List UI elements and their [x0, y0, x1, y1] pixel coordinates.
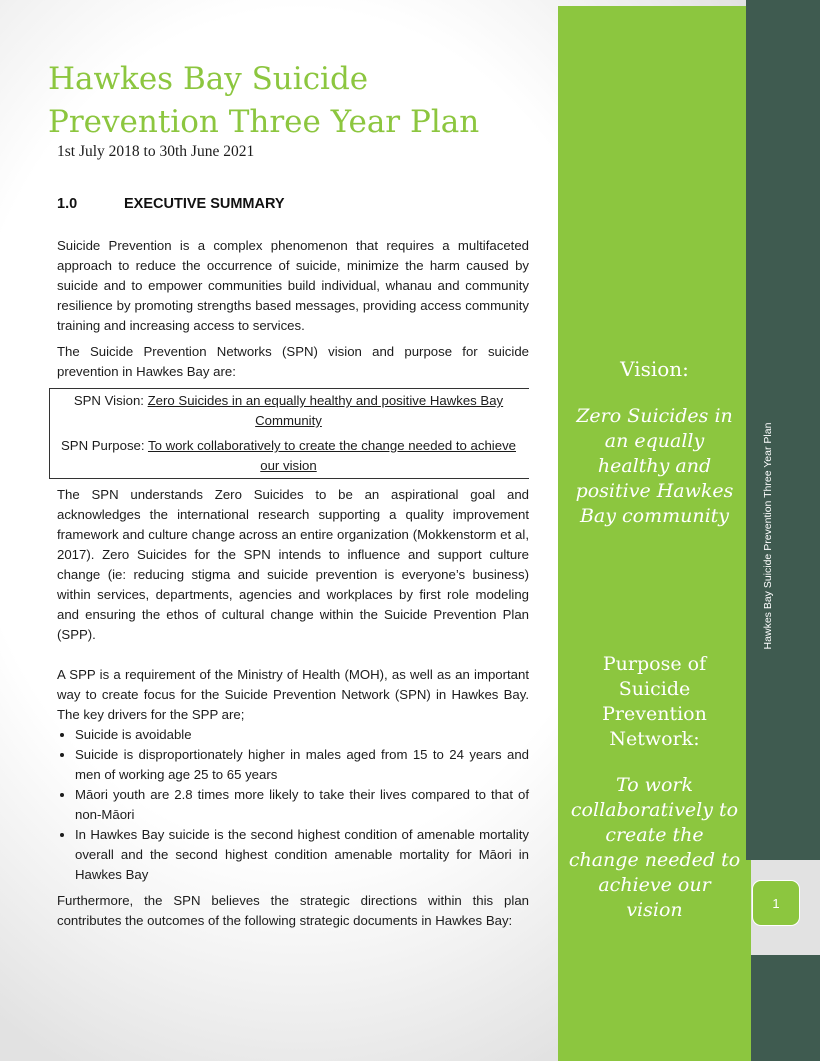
paragraph-spn-lead: The Suicide Prevention Networks (SPN) vision and purpose for suicide prevention in Hawkes Bay are: [57, 344, 529, 379]
paragraph-spp: A SPP is a requirement of the Ministry of Health (MOH), as well as an important way to create focus for the Suicide Prevention Network (SPN) in Hawkes Bay. The key drivers for the SPP are; [57, 667, 529, 722]
spn-vision-purpose-box [49, 388, 529, 479]
section-number: 1.0 [57, 196, 78, 212]
spn-vision-line [56, 391, 521, 431]
page-number: 1 [752, 880, 800, 926]
spn-vision-text: Zero Suicides in an equally healthy and positive Hawkes Bay Community [147, 393, 504, 428]
sidebar-vision-text: Zero Suicides in an equally healthy and positive Hawkes Bay community [575, 405, 734, 527]
spn-purpose-label: SPN Purpose: [60, 438, 145, 453]
sidebar-dark-band-top [746, 0, 820, 860]
body-text [57, 236, 529, 937]
key-drivers-list [57, 725, 529, 885]
page-subtitle: 1st July 2018 to 30th June 2021 [57, 143, 255, 160]
spn-purpose-line [56, 436, 521, 476]
spn-vision-label: SPN Vision: [73, 393, 144, 408]
spn-purpose-text: To work collaboratively to create the change needed to achieve our vision [147, 438, 516, 473]
sidebar-purpose-text: To work collaboratively to create the change needed to achieve our vision [568, 774, 741, 921]
list-item: • Māori youth are 2.8 times more likely to take their lives compared to that of non-Māori [75, 785, 529, 825]
sidebar-vision-heading: Vision: [620, 357, 689, 381]
sidebar-dark-band-bottom [751, 955, 820, 1061]
list-item: • In Hawkes Bay suicide is the second highest condition of amenable mortality overall and the second highest condition amenable mortality for Māori in Hawkes Bay [75, 825, 529, 885]
paragraph-zero-suicides: The SPN understands Zero Suicides to be an aspirational goal and acknowledges the international research supporting a quality improvement framework and culture change across an entire organization (Mokkenstorm et al, 2017). Zero Suicides for the SPN intends to influence and support culture change (ie: reducing stigma and suicide prevention is everyone’s business) within services, departments, agencies and workplaces by first role modeling and ensuring the ethos of cultural change within the Suicide Prevention Plan (SPP). [57, 487, 529, 642]
section-title: EXECUTIVE SUMMARY [124, 196, 285, 212]
sidebar-purpose-heading: Purpose of Suicide Prevention Network: [602, 653, 707, 750]
list-item: • Suicide is avoidable [75, 725, 529, 745]
page-title: Hawkes Bay Suicide Prevention Three Year Plan [48, 61, 480, 140]
paragraph-intro: Suicide Prevention is a complex phenomenon that requires a multifaceted approach to reduce the occurrence of suicide, minimize the harm caused by suicide and to empower communities build individual, whanau and community resilience by promoting strengths based messages, providing access community training and increasing access to services. [57, 238, 529, 333]
vertical-document-title: Hawkes Bay Suicide Prevention Three Year Plan [762, 422, 774, 650]
paragraph-furthermore: Furthermore, the SPN believes the strategic directions within this plan contributes the outcomes of the following strategic documents in Hawkes Bay: [57, 893, 529, 928]
section-heading [57, 196, 285, 212]
paragraph-spacer [57, 651, 529, 665]
list-item: • Suicide is disproportionately higher in males aged from 15 to 24 years and men of working age 25 to 65 years [75, 745, 529, 785]
